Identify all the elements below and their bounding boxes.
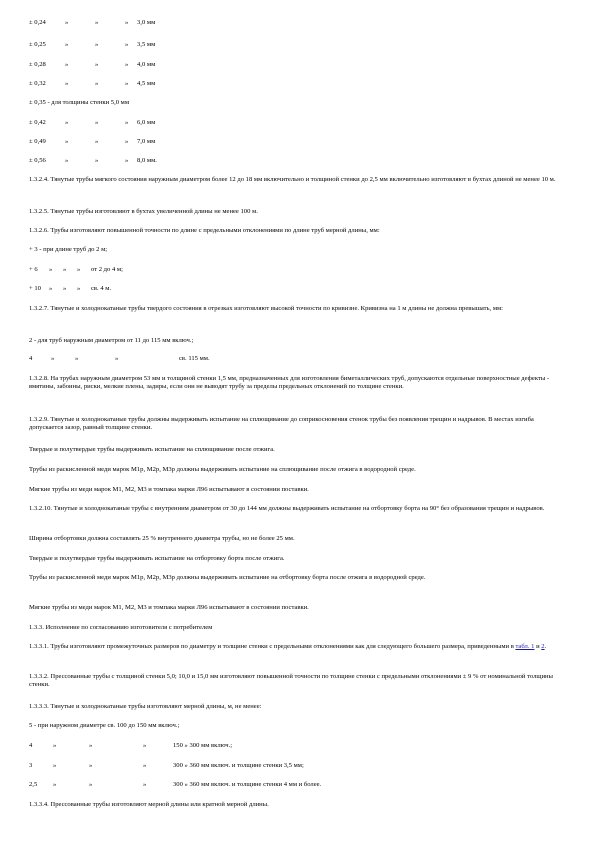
length-row: + 6 » » » от 2 до 4 м; xyxy=(29,266,123,273)
paragraph-soft-flattening: Мягкие трубы из меди марок М1, М2, М3 и томпака марки Л96 испытывают в состоянии поставки. xyxy=(29,486,309,493)
tolerance-row: ± 0,25 » » » 3,5 мм xyxy=(29,41,156,48)
paragraph-1-3-2-8: 1.3.2.8. На трубах наружным диаметром 53 мм и толщиной стенки 1,5 мм, предназначенных для изготовления биметаллических труб, допускаются отдельные поверхностные дефекты - вмятины, забоины, риски, мелкие плены, задиры, если они не выводят трубу за пределы предельных отклонений по толщине стенки. xyxy=(29,375,550,390)
paragraph-deoxidized-flattening: Трубы из раскисленной меди марок М1р, М2р, М3р должны выдерживать испытание на сплющивание после отжига в водородной среде. xyxy=(29,466,416,473)
curvature-line: 2 - для труб наружным диаметром от 11 до 115 мм включ.; xyxy=(29,337,194,344)
paragraph-1-3-2-5: 1.3.2.5. Тянутые трубы изготовляют в бухтах увеличенной длины не менее 100 м. xyxy=(29,208,258,215)
paragraph-deoxidized-flanging: Трубы из раскисленной меди марок М1р, М2р, М3р должны выдерживать испытание на отбортовку борта после отжига в водородной среде. xyxy=(29,574,426,581)
tolerance-row: ± 0,35 - для толщины стенки 5,0 мм xyxy=(29,99,130,106)
paragraph-1-3-3-4: 1.3.3.4. Прессованные трубы изготовляют мерной длины или кратной мерной длины. xyxy=(29,801,269,808)
paragraph-hard-flattening: Твердые и полутвердые трубы выдерживать испытание на сплющивание после отжига. xyxy=(29,446,275,453)
section-heading-1-3-3: 1.3.3. Исполнение по согласованию изготовителя с потребителем xyxy=(29,624,213,631)
length-row: + 10 » » » св. 4 м. xyxy=(29,285,112,292)
paragraph-1-3-2-4: 1.3.2.4. Тянутые трубы мягкого состояния наружным диаметром более 12 до 18 мм включительно и толщиной стенки до 2,5 мм включительно изготовляют в бухтах длиной не менее 10 м. xyxy=(29,176,556,183)
measured-length-row: 3 » » » 300 » 360 мм включ. и толщине стенки 3,5 мм; xyxy=(29,762,304,769)
paragraph-1-3-2-9: 1.3.2.9. Тянутые и холоднокатаные трубы должны выдерживать испытание на сплющивание до соприкосновения стенок трубы без появления трещин и надрывов. В местах изгиба допускается зазор, равный толщине стенки. xyxy=(29,416,534,431)
paragraph-1-3-3-3: 1.3.3.3. Тянутые и холоднокатаные трубы изготовляют мерной длины, м, не менее: xyxy=(29,703,262,710)
paragraph-flange-width: Ширина отбортовки должна составлять 25 % внутреннего диаметра трубы, но не более 25 мм. xyxy=(29,535,295,542)
table-2-link[interactable]: 2 xyxy=(541,643,545,650)
paragraph-1-3-2-10: 1.3.2.10. Тянутые и холоднокатаные трубы с внутренним диаметром от 30 до 144 мм должны выдерживать испытание на отбортовку борта на 90° без образования трещин и надрывов. xyxy=(29,505,545,512)
measured-length-line: 5 - при наружном диаметре св. 100 до 150 мм включ.; xyxy=(29,722,180,729)
paragraph-hard-flanging: Твердые и полутвердые трубы выдерживать испытание на отбортовку борта после отжига. xyxy=(29,555,285,562)
paragraph-1-3-2-6: 1.3.2.6. Трубы изготовляют повышенной точности по длине с предельными отклонениями по длине труб мерной длины, мм: xyxy=(29,227,380,234)
table-1-link[interactable]: табл. 1 xyxy=(515,643,535,650)
tolerance-row: ± 0,24 » » » 3,0 мм xyxy=(29,19,156,26)
tolerance-row: ± 0,49 » » » 7,0 мм xyxy=(29,138,156,145)
measured-length-row: 2,5 » » » 300 » 360 мм включ. и толщине стенки 4 мм и более. xyxy=(29,781,322,788)
paragraph-soft-flanging: Мягкие трубы из меди марок М1, М2, М3 и томпака марки Л96 испытывают в состоянии поставки. xyxy=(29,604,309,611)
length-row: + 3 - при длине труб до 2 м; xyxy=(29,246,108,253)
paragraph-1-3-2-7: 1.3.2.7. Тянутые и холоднокатаные трубы твердого состояния в отрезках изготовляют высокой точности по кривизне. Кривизна на 1 м длины не должна превышать, мм: xyxy=(29,305,504,312)
tolerance-row: ± 0,56 » » » 8,0 мм. xyxy=(29,157,157,164)
tolerance-row: ± 0,28 » » » 4,0 мм xyxy=(29,61,156,68)
tolerance-row: ± 0,32 » » » 4,5 мм xyxy=(29,80,156,87)
tolerance-row: ± 0,42 » » » 6,0 мм xyxy=(29,119,156,126)
paragraph-1-3-3-2: 1.3.3.2. Прессованные трубы с толщиной стенки 5,0; 10,0 и 15,0 мм изготовляют повышенной точности по толщине стенки с предельными отклонениями ± 9 % от номинальной толщины стенки. xyxy=(29,673,553,688)
curvature-row: 4 » » » св. 115 мм. xyxy=(29,355,210,362)
measured-length-row: 4 » » » 150 » 300 мм включ.; xyxy=(29,742,233,749)
paragraph-1-3-3-1: 1.3.3.1. Трубы изготовляют промежуточных размеров по диаметру и толщине стенки с предельными отклонениями как для следующего большего размера, приведенными в табл. 1 и 2. xyxy=(29,643,547,650)
